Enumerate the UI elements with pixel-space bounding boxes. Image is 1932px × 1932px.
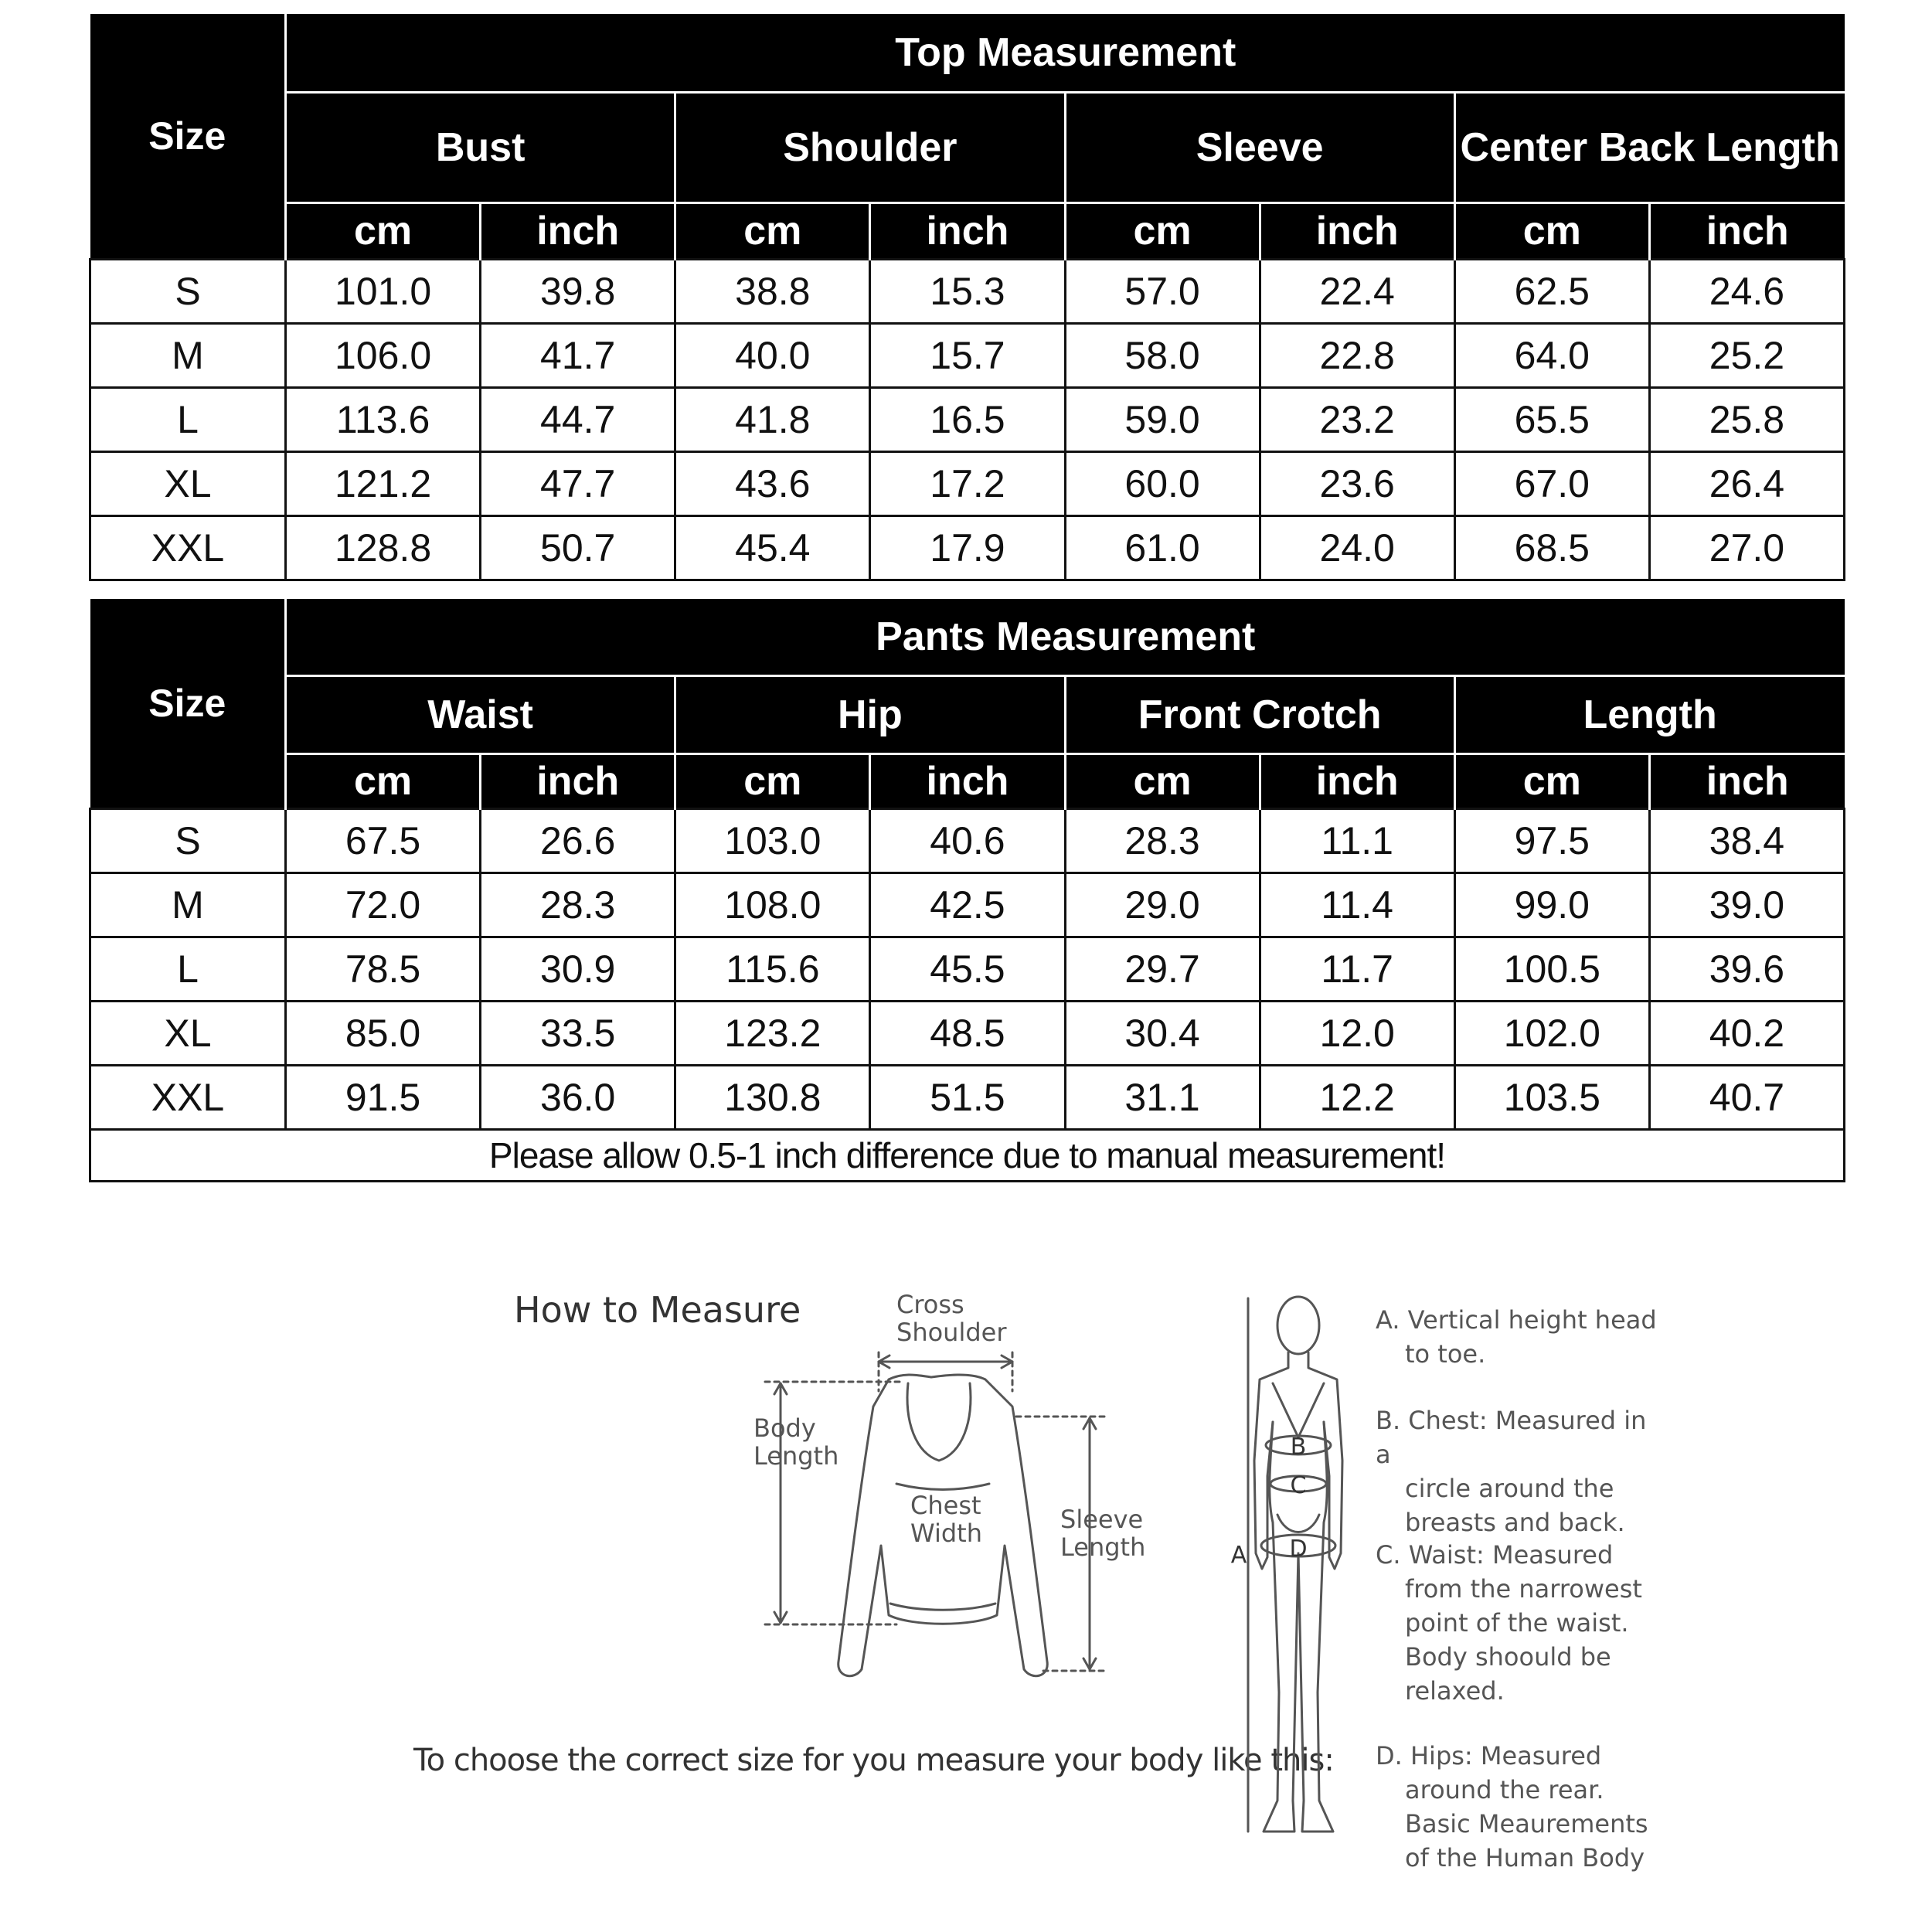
table-row — [90, 937, 1845, 1002]
value-cell: 31.1 — [1065, 1066, 1260, 1130]
value-cell: 11.1 — [1260, 809, 1454, 873]
value-cell: 15.3 — [870, 260, 1065, 324]
cross-shoulder-label: Cross — [896, 1290, 964, 1319]
note-c: C. Waist: Measured from the narrowest point of the waist. Body shoould be relaxed. — [1376, 1540, 1642, 1706]
value-cell: 97.5 — [1454, 809, 1649, 873]
value-cell: 72.0 — [286, 873, 481, 937]
value-cell: 39.8 — [481, 260, 675, 324]
value-cell: 26.4 — [1649, 452, 1844, 516]
value-cell: 12.2 — [1260, 1066, 1454, 1130]
value-cell: 103.0 — [675, 809, 870, 873]
value-cell: 99.0 — [1454, 873, 1649, 937]
value-cell: 23.2 — [1260, 388, 1454, 452]
group-header: Waist — [286, 676, 675, 754]
value-cell: 45.5 — [870, 937, 1065, 1002]
value-cell: 28.3 — [481, 873, 675, 937]
value-cell: 30.9 — [481, 937, 675, 1002]
value-cell: 59.0 — [1065, 388, 1260, 452]
value-cell: 45.4 — [675, 516, 870, 580]
marker-a: A — [1230, 1542, 1247, 1569]
value-cell: 36.0 — [481, 1066, 675, 1130]
size-cell: XXL — [90, 1066, 286, 1130]
value-cell: 40.0 — [675, 324, 870, 388]
value-cell: 48.5 — [870, 1002, 1065, 1066]
value-cell: 64.0 — [1454, 324, 1649, 388]
size-cell: M — [90, 873, 286, 937]
unit-header: inch — [1649, 203, 1844, 260]
group-header: Center Back Length — [1454, 93, 1844, 203]
value-cell: 11.7 — [1260, 937, 1454, 1002]
size-cell: XL — [90, 1002, 286, 1066]
table-row — [90, 324, 1845, 388]
unit-header: cm — [1065, 754, 1260, 809]
size-cell: S — [90, 809, 286, 873]
value-cell: 102.0 — [1454, 1002, 1649, 1066]
value-cell: 17.2 — [870, 452, 1065, 516]
value-cell: 67.5 — [286, 809, 481, 873]
value-cell: 27.0 — [1649, 516, 1844, 580]
value-cell: 22.4 — [1260, 260, 1454, 324]
value-cell: 41.7 — [481, 324, 675, 388]
value-cell: 44.7 — [481, 388, 675, 452]
value-cell: 67.0 — [1454, 452, 1649, 516]
body-length-label: Length — [753, 1441, 839, 1471]
how-to-measure-title: How to Measure — [514, 1289, 801, 1331]
size-cell: XL — [90, 452, 286, 516]
value-cell: 40.7 — [1649, 1066, 1844, 1130]
value-cell: 24.6 — [1649, 260, 1844, 324]
value-cell: 17.9 — [870, 516, 1065, 580]
marker-c: C — [1290, 1472, 1307, 1499]
sleeve-length-label: Length — [1060, 1532, 1146, 1562]
value-cell: 51.5 — [870, 1066, 1065, 1130]
note-d: D. Hips: Measured around the rear. Basic Meaurements of the Human Body — [1376, 1741, 1648, 1872]
value-cell: 40.2 — [1649, 1002, 1844, 1066]
value-cell: 115.6 — [675, 937, 870, 1002]
size-header: Size — [90, 14, 286, 260]
value-cell: 43.6 — [675, 452, 870, 516]
value-cell: 58.0 — [1065, 324, 1260, 388]
size-cell: M — [90, 324, 286, 388]
value-cell: 33.5 — [481, 1002, 675, 1066]
value-cell: 101.0 — [286, 260, 481, 324]
value-cell: 108.0 — [675, 873, 870, 937]
unit-header: inch — [1260, 754, 1454, 809]
value-cell: 29.7 — [1065, 937, 1260, 1002]
group-header: Length — [1454, 676, 1844, 754]
unit-header: cm — [286, 754, 481, 809]
size-cell: S — [90, 260, 286, 324]
value-cell: 68.5 — [1454, 516, 1649, 580]
table-row — [90, 516, 1845, 580]
unit-header: cm — [286, 203, 481, 260]
value-cell: 128.8 — [286, 516, 481, 580]
body-diagram — [1225, 1291, 1372, 1855]
value-cell: 113.6 — [286, 388, 481, 452]
unit-header: cm — [1065, 203, 1260, 260]
sleeve-length-label: Sleeve — [1060, 1505, 1144, 1534]
unit-header: cm — [675, 754, 870, 809]
cross-shoulder-label: Shoulder — [896, 1318, 1007, 1347]
table-row — [90, 1066, 1845, 1130]
value-cell: 16.5 — [870, 388, 1065, 452]
value-cell: 25.8 — [1649, 388, 1844, 452]
value-cell: 11.4 — [1260, 873, 1454, 937]
chest-width-label: Width — [910, 1519, 982, 1548]
value-cell: 28.3 — [1065, 809, 1260, 873]
value-cell: 30.4 — [1065, 1002, 1260, 1066]
value-cell: 24.0 — [1260, 516, 1454, 580]
size-cell: XXL — [90, 516, 286, 580]
table-title: Top Measurement — [286, 14, 1845, 93]
value-cell: 47.7 — [481, 452, 675, 516]
value-cell: 61.0 — [1065, 516, 1260, 580]
unit-header: inch — [481, 754, 675, 809]
table-row — [90, 388, 1845, 452]
value-cell: 22.8 — [1260, 324, 1454, 388]
group-header: Shoulder — [675, 93, 1065, 203]
value-cell: 103.5 — [1454, 1066, 1649, 1130]
size-cell: L — [90, 937, 286, 1002]
value-cell: 23.6 — [1260, 452, 1454, 516]
value-cell: 62.5 — [1454, 260, 1649, 324]
unit-header: inch — [1260, 203, 1454, 260]
value-cell: 106.0 — [286, 324, 481, 388]
table-row — [90, 809, 1845, 873]
value-cell: 38.4 — [1649, 809, 1844, 873]
size-header: Size — [90, 599, 286, 809]
size-cell: L — [90, 388, 286, 452]
table-row — [90, 452, 1845, 516]
table-title: Pants Measurement — [286, 599, 1845, 676]
group-header: Sleeve — [1065, 93, 1454, 203]
unit-header: cm — [1454, 203, 1649, 260]
value-cell: 85.0 — [286, 1002, 481, 1066]
marker-b: B — [1290, 1434, 1307, 1461]
value-cell: 130.8 — [675, 1066, 870, 1130]
value-cell: 39.6 — [1649, 937, 1844, 1002]
value-cell: 40.6 — [870, 809, 1065, 873]
unit-header: inch — [481, 203, 675, 260]
value-cell: 65.5 — [1454, 388, 1649, 452]
choose-size-instruction: To choose the correct size for you measure your body like this: — [413, 1743, 1334, 1778]
value-cell: 121.2 — [286, 452, 481, 516]
value-cell: 78.5 — [286, 937, 481, 1002]
value-cell: 26.6 — [481, 809, 675, 873]
unit-header: inch — [870, 754, 1065, 809]
unit-header: cm — [675, 203, 870, 260]
value-cell: 38.8 — [675, 260, 870, 324]
value-cell: 41.8 — [675, 388, 870, 452]
value-cell: 57.0 — [1065, 260, 1260, 324]
measurement-note: Please allow 0.5-1 inch difference due to manual measurement! — [90, 1130, 1845, 1182]
unit-header: inch — [1649, 754, 1844, 809]
value-cell: 12.0 — [1260, 1002, 1454, 1066]
value-cell: 91.5 — [286, 1066, 481, 1130]
table-row — [90, 873, 1845, 937]
value-cell: 25.2 — [1649, 324, 1844, 388]
group-header: Hip — [675, 676, 1065, 754]
value-cell: 29.0 — [1065, 873, 1260, 937]
table-row — [90, 260, 1845, 324]
group-header: Front Crotch — [1065, 676, 1454, 754]
table-row — [90, 1002, 1845, 1066]
top-measurement-table — [89, 14, 1845, 581]
value-cell: 42.5 — [870, 873, 1065, 937]
value-cell: 100.5 — [1454, 937, 1649, 1002]
value-cell: 50.7 — [481, 516, 675, 580]
pants-measurement-table — [89, 599, 1845, 1182]
value-cell: 39.0 — [1649, 873, 1844, 937]
value-cell: 15.7 — [870, 324, 1065, 388]
note-b: B. Chest: Measured in a circle around the breasts and back. — [1376, 1406, 1647, 1537]
value-cell: 60.0 — [1065, 452, 1260, 516]
group-header: Bust — [286, 93, 675, 203]
unit-header: inch — [870, 203, 1065, 260]
note-a: A. Vertical height head to toe. — [1376, 1305, 1657, 1369]
value-cell: 123.2 — [675, 1002, 870, 1066]
marker-d: D — [1289, 1536, 1308, 1563]
body-length-label: Body — [753, 1413, 816, 1443]
unit-header: cm — [1454, 754, 1649, 809]
chest-width-label: Chest — [910, 1491, 981, 1520]
